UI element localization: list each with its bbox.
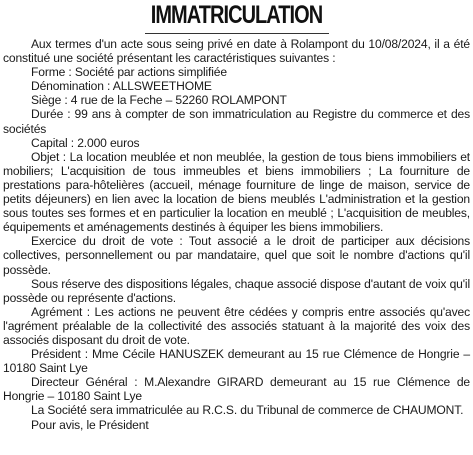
field-objet: Objet : La location meublée et non meublée, la gestion de tous biens immobiliers et mobiliers; L'acquisition de tous immeubles et biens immobiliers ; La fourniture de prestations para-hôtelières (accueil, ménage fourniture de linge de maison, service de petits déjeuners) en lien avec la location de biens meublés L'administration et la gestion sous toutes ses formes et en particulier la location en meublé ; L'acquisition de meubles, équipements et aménagements destinés à équiper les biens immobiliers.: [3, 149, 470, 235]
paragraph-intro: Aux termes d'un acte sous seing privé en date à Rolampont du 10/08/2024, il a été constitué une société présentant les caractéristiques suivantes :: [3, 37, 470, 66]
field-denomination: Dénomination : ALLSWEETHOME: [31, 79, 212, 94]
notice-title: IMMATRICULATION: [150, 1, 323, 29]
field-siege: Siège : 4 rue de la Feche – 52260 ROLAMPONT: [31, 93, 287, 108]
field-duree: Durée : 99 ans à compter de son immatriculation au Registre du commerce et des sociétés: [3, 107, 470, 136]
title-divider: [145, 33, 329, 34]
paragraph-president: Président : Mme Cécile HANUSZEK demeurant au 15 rue Clémence de Hongrie – 10180 Saint Lye: [3, 347, 470, 376]
field-forme: Forme : Société par actions simplifiée: [31, 65, 227, 80]
paragraph-agrement: Agrément : Les actions ne peuvent être cédées y compris entre associés qu'avec l'agrément préalable de la collectivité des associés statuant à la majorité des voix des associés disposant du droit de vote.: [3, 304, 470, 347]
field-capital: Capital : 2.000 euros: [31, 135, 140, 150]
paragraph-rcs: La Société sera immatriculée au R.C.S. du Tribunal de commerce de CHAUMONT.: [31, 403, 464, 418]
paragraph-reserve: Sous réserve des dispositions légales, chaque associé dispose d'autant de voix qu'il possède ou représente d'actions.: [3, 276, 470, 305]
paragraph-vote: Exercice du droit de vote : Tout associé a le droit de participer aux décisions collectives, personnellement ou par mandataire, quel que soit le nombre d'actions qu'il possède.: [3, 234, 470, 277]
paragraph-directeur: Directeur Général : M.Alexandre GIRARD demeurant au 15 rue Clémence de Hongrie – 10180 Saint Lye: [3, 375, 470, 404]
signature-line: Pour avis, le Président: [31, 417, 149, 432]
